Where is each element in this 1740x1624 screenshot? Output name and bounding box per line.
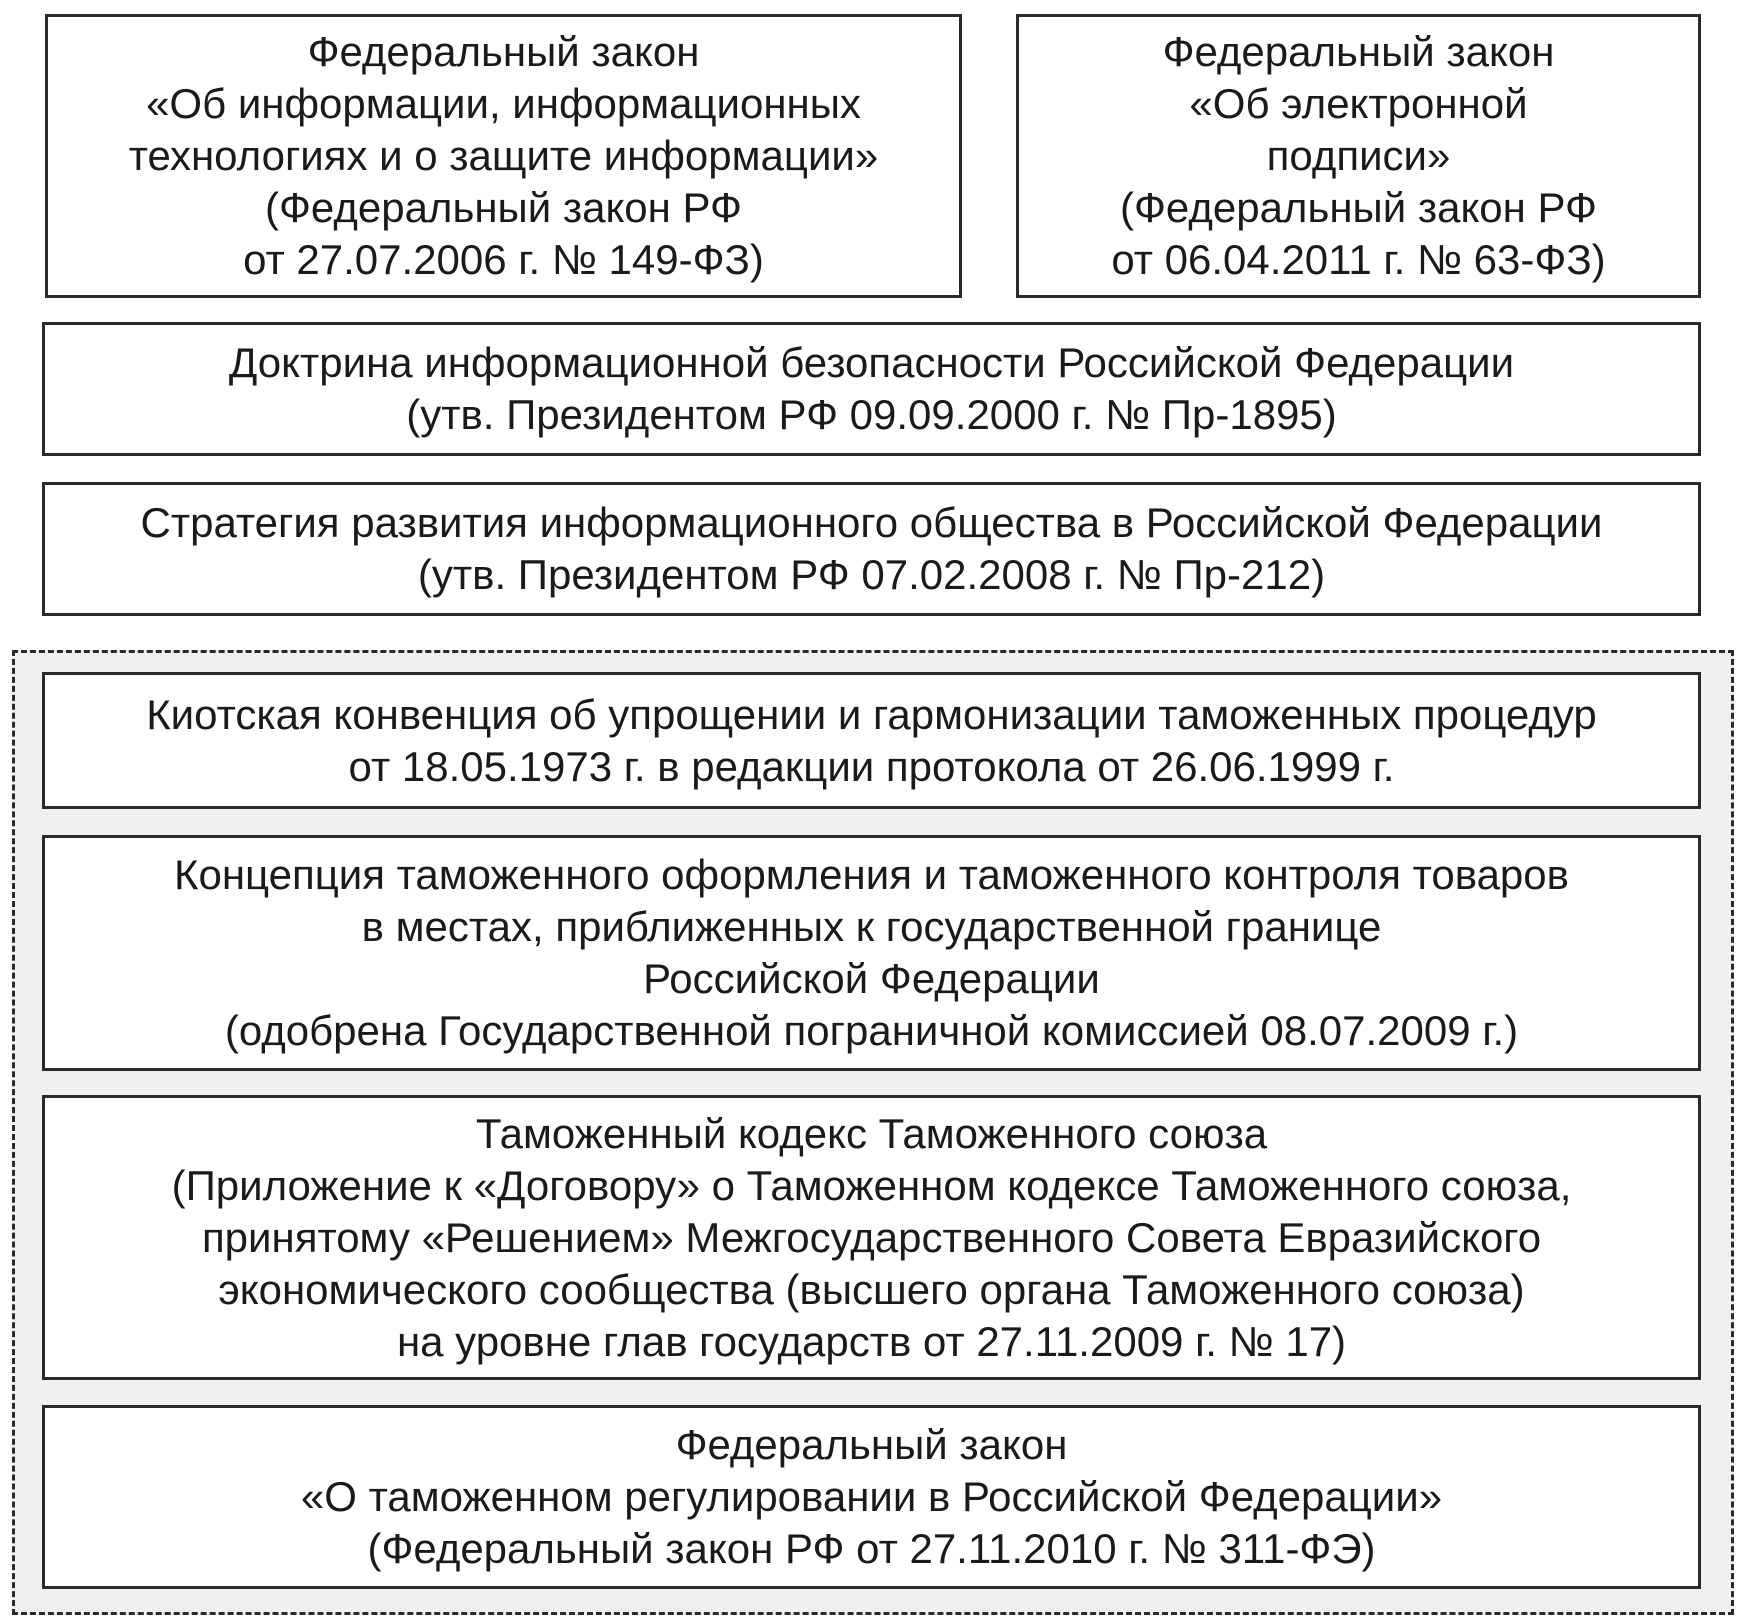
customs-code-box — [42, 1095, 1701, 1380]
strategy-line-1: Стратегия развития информационного общества в Российской Федерации — [140, 499, 1603, 546]
law-signature-line-1: Федеральный закон — [1162, 28, 1555, 75]
customs-law-line-3: (Федеральный закон РФ от 27.11.2010 г. № 311-ФЭ) — [367, 1525, 1376, 1572]
concept-line-4: (одобрена Государственной пограничной комиссией 08.07.2009 г.) — [224, 1007, 1519, 1054]
customs-code-line-3: принятому «Решением» Межгосударственного Совета Евразийского — [201, 1213, 1542, 1261]
customs-code-line-2: (Приложение к «Договору» о Таможенном кодексе Таможенного союза, — [171, 1161, 1572, 1209]
law-customs-regulation-box — [42, 1405, 1701, 1589]
kyoto-line-2: от 18.05.1973 г. в редакции протокола от 26.06.1999 г. — [348, 742, 1395, 790]
concept-line-2: в местах, приближенных к государственной границе — [361, 903, 1382, 950]
law-signature-line-2: «Об электронной — [1189, 80, 1528, 127]
law-information-line-1: Федеральный закон — [307, 28, 700, 75]
law-information-line-3: технологиях и о защите информации» — [128, 132, 879, 179]
law-information-line-2: «Об информации, информационных — [146, 80, 861, 127]
law-information-line-4: (Федеральный закон РФ — [265, 184, 742, 231]
doctrine-line-1: Доктрина информационной безопасности Российской Федерации — [228, 339, 1515, 386]
customs-concept-box — [42, 835, 1701, 1071]
kyoto-line-1: Киотская конвенция об упрощении и гармонизации таможенных процедур — [146, 690, 1597, 738]
law-electronic-signature-box — [1016, 14, 1701, 298]
strategy-line-2: (утв. Президентом РФ 07.02.2008 г. № Пр-212) — [417, 551, 1326, 598]
customs-code-line-4: экономического сообщества (высшего органа Таможенного союза) — [218, 1265, 1525, 1313]
strategy-box — [42, 482, 1701, 616]
law-signature-line-4: (Федеральный закон РФ — [1120, 184, 1597, 231]
customs-code-line-5: на уровне глав государств от 27.11.2009 г. № 17) — [396, 1317, 1347, 1365]
concept-line-1: Концепция таможенного оформления и таможенного контроля товаров — [174, 851, 1569, 898]
customs-code-line-1: Таможенный кодекс Таможенного союза — [475, 1109, 1268, 1157]
doctrine-line-2: (утв. Президентом РФ 09.09.2000 г. № Пр-1895) — [406, 391, 1337, 438]
doctrine-box — [42, 322, 1701, 456]
kyoto-convention-box — [42, 672, 1701, 809]
law-signature-line-5: от 06.04.2011 г. № 63-ФЗ) — [1111, 236, 1606, 283]
customs-law-line-1: Федеральный закон — [675, 1421, 1068, 1468]
customs-law-line-2: «О таможенном регулировании в Российской Федерации» — [300, 1473, 1443, 1520]
law-signature-line-3: подписи» — [1266, 132, 1451, 179]
law-information-line-5: от 27.07.2006 г. № 149-ФЗ) — [243, 236, 764, 283]
concept-line-3: Российской Федерации — [643, 955, 1100, 1002]
law-information-box — [45, 14, 962, 298]
